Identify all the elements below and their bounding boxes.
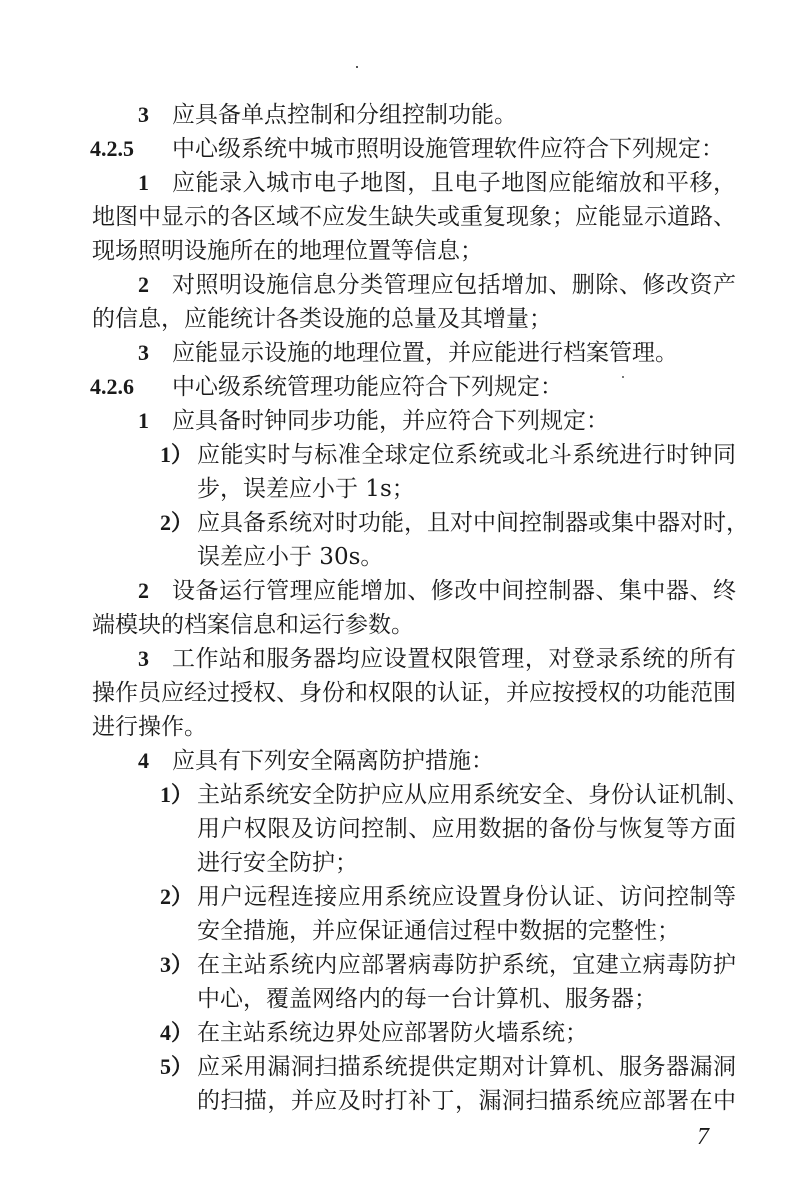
continuation-line bbox=[0, 678, 800, 708]
line-text: 安全措施，并应保证通信过程中数据的完整性； bbox=[197, 918, 680, 944]
list-item-line bbox=[0, 882, 800, 912]
list-item-line bbox=[0, 576, 800, 606]
line-text: 误差应小于 30s。 bbox=[197, 544, 384, 570]
line-text: 的扫描，并应及时打补丁，漏洞扫描系统应部署在中 bbox=[197, 1088, 736, 1114]
line-text: 设备运行管理应能增加、修改中间控制器、集中器、终 bbox=[172, 578, 736, 604]
line-text: 在主站系统内应部署病毒防护系统，宜建立病毒防护 bbox=[197, 952, 736, 978]
line-text: 端模块的档案信息和运行参数。 bbox=[92, 612, 414, 638]
line-text: 应采用漏洞扫描系统提供定期对计算机、服务器漏洞 bbox=[197, 1054, 736, 1080]
line-text: 应具有下列安全隔离防护措施： bbox=[172, 748, 494, 774]
continuation-line bbox=[0, 1086, 800, 1116]
list-item-line bbox=[0, 1018, 800, 1048]
line-text: 进行安全防护； bbox=[197, 850, 358, 876]
list-item-line bbox=[0, 780, 800, 810]
list-item-line bbox=[0, 508, 800, 538]
item-number: 1） bbox=[160, 442, 194, 467]
list-item-line bbox=[0, 950, 800, 980]
line-text: 对照明设施信息分类管理应包括增加、删除、修改资产 bbox=[172, 272, 736, 298]
line-text: 现场照明设施所在的地理位置等信息； bbox=[92, 238, 483, 264]
item-number: 2 bbox=[138, 272, 149, 297]
item-number: 1 bbox=[138, 170, 149, 195]
list-item-line bbox=[0, 644, 800, 674]
item-number: 2） bbox=[160, 510, 194, 535]
line-text: 在主站系统边界处应部署防火墙系统； bbox=[197, 1020, 588, 1046]
line-text: 用户权限及访问控制、应用数据的备份与恢复等方面 bbox=[197, 816, 736, 842]
list-item-line bbox=[0, 100, 800, 130]
item-number: 3 bbox=[138, 646, 149, 671]
line-text: 应具备系统对时功能，且对中间控制器或集中器对时， bbox=[197, 510, 749, 536]
item-number: 4） bbox=[160, 1020, 194, 1045]
list-item-line bbox=[0, 1052, 800, 1082]
list-item-line bbox=[0, 168, 800, 198]
item-number: 4 bbox=[138, 748, 149, 773]
line-text: 应能实时与标准全球定位系统或北斗系统进行时钟同 bbox=[197, 442, 736, 468]
list-item-line bbox=[0, 440, 800, 470]
item-number: 3 bbox=[138, 102, 149, 127]
line-text: 用户远程连接应用系统应设置身份认证、访问控制等 bbox=[197, 884, 736, 910]
line-text: 中心级系统管理功能应符合下列规定： bbox=[172, 374, 563, 400]
line-text: 应具备时钟同步功能，并应符合下列规定： bbox=[172, 408, 609, 434]
continuation-line bbox=[0, 916, 800, 946]
continuation-line bbox=[0, 848, 800, 878]
continuation-line bbox=[0, 202, 800, 232]
item-number: 2） bbox=[160, 884, 194, 909]
line-text: 应能显示设施的地理位置，并应能进行档案管理。 bbox=[172, 340, 678, 366]
item-number: 5） bbox=[160, 1054, 194, 1079]
clause-line bbox=[0, 134, 800, 164]
item-number: 1 bbox=[138, 408, 149, 433]
line-text: 进行操作。 bbox=[92, 714, 207, 740]
item-number: 3） bbox=[160, 952, 194, 977]
list-item-line bbox=[0, 270, 800, 300]
continuation-line bbox=[0, 542, 800, 572]
item-number: 1） bbox=[160, 782, 194, 807]
clause-number: 4.2.5 bbox=[90, 136, 134, 161]
continuation-line bbox=[0, 610, 800, 640]
line-text: 中心级系统中城市照明设施管理软件应符合下列规定： bbox=[172, 136, 724, 162]
continuation-line bbox=[0, 236, 800, 266]
scan-speck bbox=[356, 66, 358, 68]
clause-number: 4.2.6 bbox=[90, 374, 134, 399]
line-text: 步，误差应小于 1s； bbox=[197, 476, 415, 502]
page-number: 7 bbox=[697, 1124, 709, 1150]
line-text: 工作站和服务器均应设置权限管理，对登录系统的所有 bbox=[172, 646, 736, 672]
continuation-line bbox=[0, 474, 800, 504]
line-text: 主站系统安全防护应从应用系统安全、身份认证机制、 bbox=[197, 782, 749, 808]
continuation-line bbox=[0, 984, 800, 1014]
clause-line bbox=[0, 372, 800, 402]
line-text: 应具备单点控制和分组控制功能。 bbox=[172, 102, 517, 128]
line-text: 应能录入城市电子地图，且电子地图应能缩放和平移， bbox=[172, 170, 736, 196]
list-item-line bbox=[0, 746, 800, 776]
list-item-line bbox=[0, 338, 800, 368]
item-number: 2 bbox=[138, 578, 149, 603]
continuation-line bbox=[0, 814, 800, 844]
line-text: 地图中显示的各区域不应发生缺失或重复现象；应能显示道路、 bbox=[92, 204, 736, 230]
line-text: 中心，覆盖网络内的每一台计算机、服务器； bbox=[197, 986, 657, 1012]
line-text: 的信息，应能统计各类设施的总量及其增量； bbox=[92, 306, 552, 332]
continuation-line bbox=[0, 712, 800, 742]
list-item-line bbox=[0, 406, 800, 436]
item-number: 3 bbox=[138, 340, 149, 365]
line-text: 操作员应经过授权、身份和权限的认证，并应按授权的功能范围 bbox=[92, 680, 736, 706]
continuation-line bbox=[0, 304, 800, 334]
